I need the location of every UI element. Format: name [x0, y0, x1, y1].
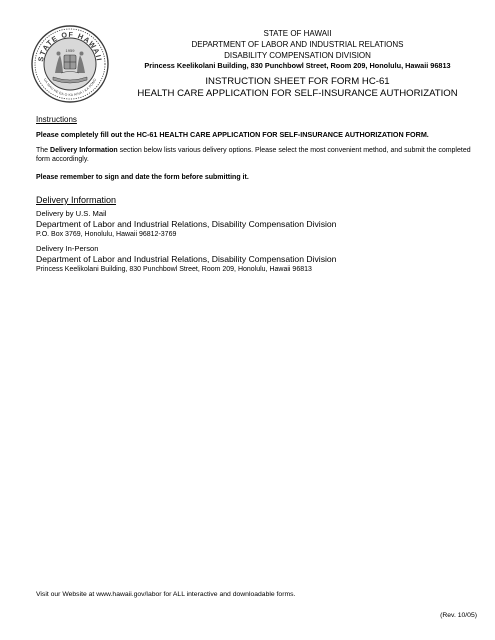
agency-header [120, 28, 475, 61]
agency-address [120, 61, 475, 71]
in-person-delivery-label: Delivery In-Person [36, 244, 99, 253]
state-seal-logo [31, 25, 109, 103]
instructions-line-3: Please remember to sign and date the form before submitting it. [36, 174, 249, 181]
mail-delivery-label: Delivery by U.S. Mail [36, 209, 107, 218]
agency-line: STATE OF HAWAII [263, 29, 332, 38]
mail-delivery-address: P.O. Box 3769, Honolulu, Hawaii 96812-3769 [36, 231, 177, 238]
mail-delivery-department: Department of Labor and Industrial Relations, Disability Compensation Division [36, 219, 337, 229]
delivery-heading: Delivery Information [36, 195, 117, 205]
in-person-delivery-address: Princess Keelikolani Building, 830 Punchbowl Street, Room 209, Honolulu, Hawaii 96813 [36, 266, 312, 273]
footer-website-note: Visit our Website at www.hawaii.gov/labor for ALL interactive and downloadable forms. [36, 591, 296, 598]
form-title-line: INSTRUCTION SHEET FOR FORM HC-61 [205, 76, 390, 87]
agency-address-text: Princess Keelikolani Building, 830 Punchbowl Street, Room 209, Honolulu, Hawaii 96813 [144, 61, 451, 70]
instructions-line-2 [36, 146, 476, 164]
instructions-heading: Instructions [36, 115, 77, 124]
agency-line: DISABILITY COMPENSATION DIVISION [224, 51, 371, 60]
instructions-line-1: Please completely fill out the HC-61 HEALTH CARE APPLICATION FOR SELF-INSURANCE AUTHORIZATION FORM. [36, 130, 429, 139]
instructions-line-2-pre: The [36, 147, 51, 154]
instructions-line-2-bold: Delivery Information [50, 147, 118, 154]
svg-text:UA MAU KE EA O KA AINA I KA PO: UA MAU KE EA O KA AINA I KA PONO [42, 77, 98, 98]
svg-text:STATE OF HAWAII: STATE OF HAWAII [36, 29, 104, 63]
instructions-line-2-post: section below lists various delivery options. Please select the most convenient method, and submit the completed form accordingly. [36, 147, 471, 163]
form-title-line: HEALTH CARE APPLICATION FOR SELF-INSURANCE AUTHORIZATION [137, 87, 458, 99]
in-person-delivery-department: Department of Labor and Industrial Relations, Disability Compensation Division [36, 254, 337, 264]
svg-text:1959: 1959 [65, 48, 75, 53]
agency-line: DEPARTMENT OF LABOR AND INDUSTRIAL RELATIONS [191, 40, 404, 49]
revision-note: (Rev. 10/05) [440, 612, 477, 619]
form-title [120, 76, 475, 99]
